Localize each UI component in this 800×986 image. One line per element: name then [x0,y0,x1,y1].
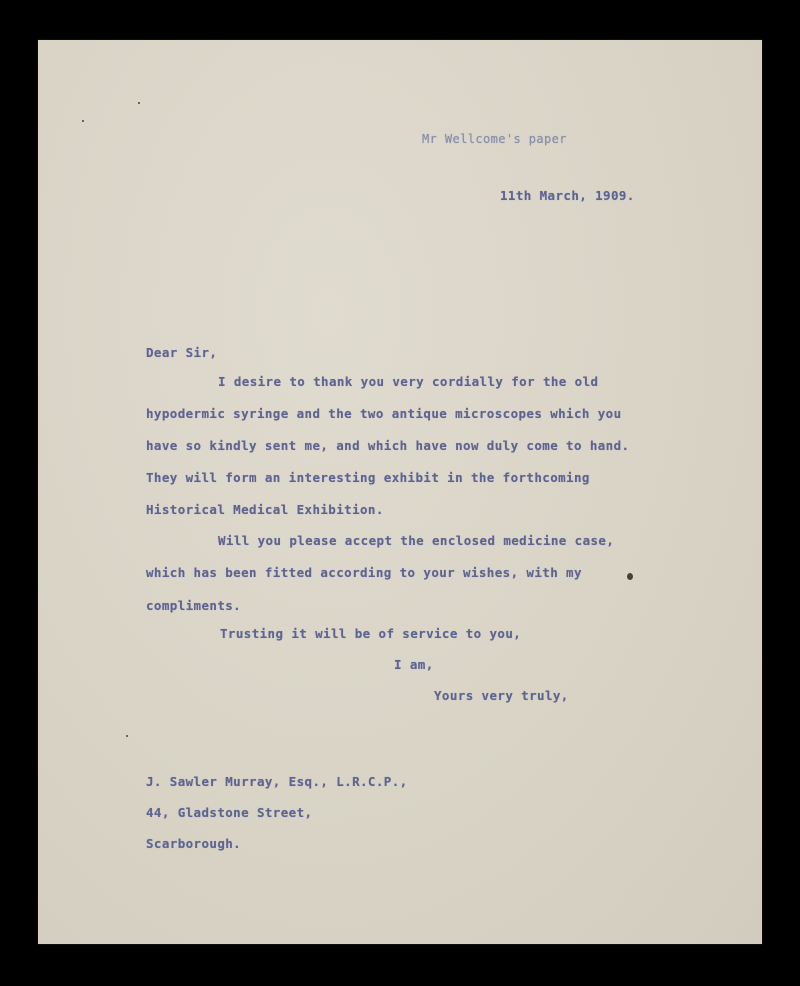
paper-speck [126,735,128,737]
body-line: They will form an interesting exhibit in the forthcoming [146,470,590,485]
address-line: Scarborough. [146,836,242,851]
address-line: 44, Gladstone Street, [146,805,313,820]
address-line: J. Sawler Murray, Esq., L.R.C.P., [146,774,408,789]
ink-speck [627,573,633,580]
closing-line: I am, [394,657,434,672]
body-line: hypodermic syringe and the two antique microscopes which you [146,406,622,421]
paper-speck [82,120,84,122]
letter-date: 11th March, 1909. [500,188,635,203]
header-note: Mr Wellcome's paper [422,132,567,146]
salutation: Dear Sir, [146,345,218,360]
letter-sheet [38,40,762,944]
paper-speck [138,102,140,104]
body-line: compliments. [146,598,242,613]
body-line: Trusting it will be of service to you, [220,626,522,641]
closing-line: Yours very truly, [434,688,569,703]
body-line: I desire to thank you very cordially for the old [218,374,599,389]
body-line: which has been fitted according to your wishes, with my [146,565,582,580]
body-line: Historical Medical Exhibition. [146,502,384,517]
body-line: have so kindly sent me, and which have now duly come to hand. [146,438,630,453]
body-line: Will you please accept the enclosed medicine case, [218,533,615,548]
